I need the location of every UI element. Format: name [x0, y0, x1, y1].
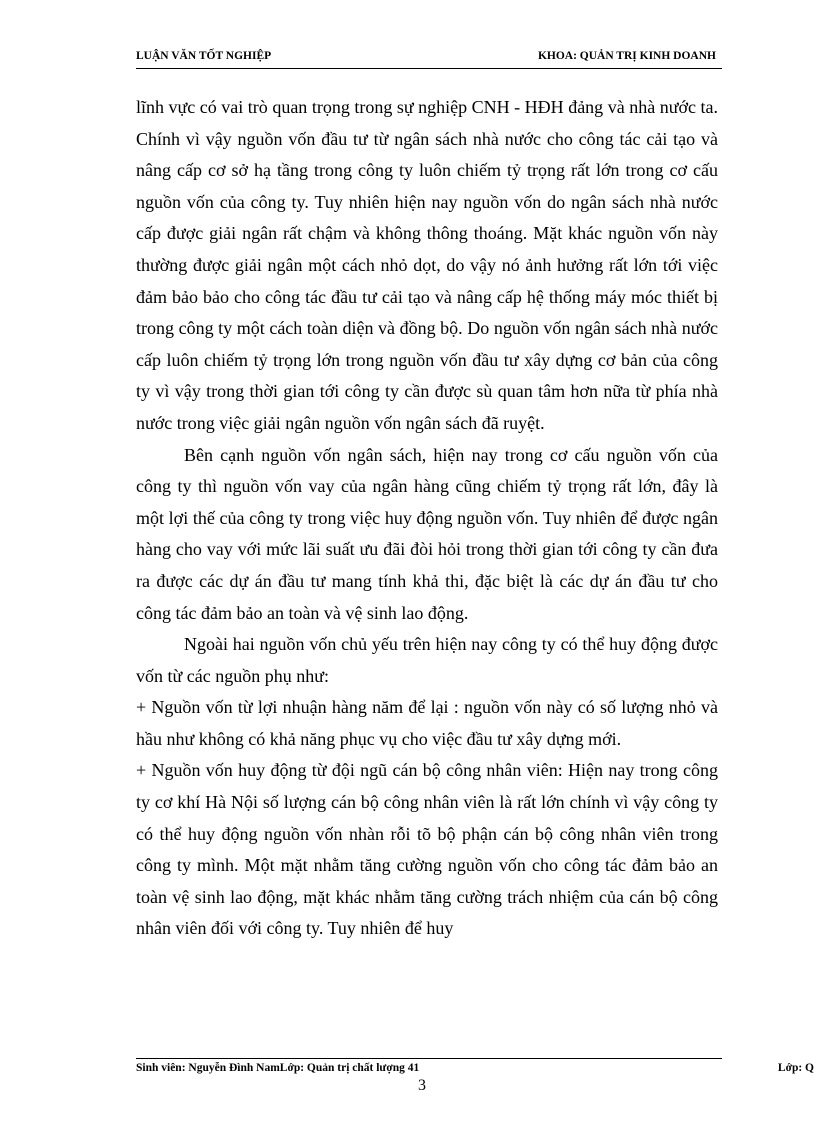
document-body [136, 92, 718, 945]
faculty-name: KHOA: QUẢN TRỊ KINH DOANH [537, 50, 716, 62]
page-number: 3 [418, 1077, 426, 1094]
bullet-paragraph-1: + Nguồn vốn từ lợi nhuận hàng năm để lại : nguồn vốn này có số lượng nhỏ và hầu như không có khả năng phục vụ cho việc đầu tư xây dựng mới. [136, 697, 718, 749]
footer-divider [136, 1058, 722, 1059]
page-header [136, 48, 722, 69]
footer-class-label: Lớp: Q [777, 1062, 814, 1074]
paragraph-1: lĩnh vực có vai trò quan trọng trong sự nghiệp CNH - HĐH đảng và nhà nước ta. Chính vì vậy nguồn vốn đầu tư từ ngân sách nhà nước cho công tác cải tạo và nâng cấp cơ sở hạ tầng trong công ty luôn chiếm tỷ trọng rất lớn trong cơ cấu nguồn vốn của công ty. Tuy nhiên hiện nay nguồn vốn do ngân sách nhà nước cấp được giải ngân rất chậm và không thông thoáng. Mặt khác nguồn vốn này thường được giải ngân một cách nhỏ dọt, do vậy nó ảnh hưởng rất lớn tới việc đảm bảo bảo cho công tác đầu tư cải tạo và nâng cấp hệ thống máy móc thiết bị trong công ty một cách toàn diện và đồng bộ. Do nguồn vốn ngân sách nhà nước cấp luôn chiếm tỷ trọng lớn trong nguồn vốn đầu tư xây dựng cơ bản của công ty vì vậy trong thời gian tới công ty cần được sù quan tâm hơn nữa từ phía nhà nước trong việc giải ngân nguồn vốn ngân sách đã ruyệt. [136, 97, 718, 433]
paragraph-3: Ngoài hai nguồn vốn chủ yếu trên hiện nay công ty có thể huy động được vốn từ các nguồn phụ như: [136, 634, 718, 686]
thesis-title: LUẬN VĂN TỐT NGHIỆP [136, 50, 272, 62]
bullet-paragraph-2: + Nguồn vốn huy động từ đội ngũ cán bộ công nhân viên: Hiện nay trong công ty cơ khí Hà Nội số lượng cán bộ công nhân viên là rất lớn chính vì vậy công ty có thể huy động nguồn vốn nhàn rỗi tõ bộ phận cán bộ công nhân viên trong công ty mình. Một mặt nhằm tăng cường nguồn vốn cho công tác đảm bảo an toàn vệ sinh lao động, mặt khác nhằm tăng cường trách nhiệm của cán bộ công nhân viên đối với công ty. Tuy nhiên để huy [136, 760, 718, 939]
footer-student-info: Sinh viên: Nguyễn Đình NamLớp: Quản trị chất lượng 41 [136, 1062, 420, 1074]
paragraph-2: Bên cạnh nguồn vốn ngân sách, hiện nay trong cơ cấu nguồn vốn của công ty thì nguồn vốn vay của ngân hàng cũng chiếm tỷ trọng rất lớn, đây là một lợi thế của công ty trong việc huy động nguồn vốn. Tuy nhiên để được ngân hàng cho vay với mức lãi suất ưu đãi đòi hỏi trong thời gian tới công ty cần đưa ra được các dự án đầu tư mang tính khả thi, đặc biệt là các dự án đầu tư cho công tác đảm bảo an toàn và vệ sinh lao động. [136, 444, 718, 623]
